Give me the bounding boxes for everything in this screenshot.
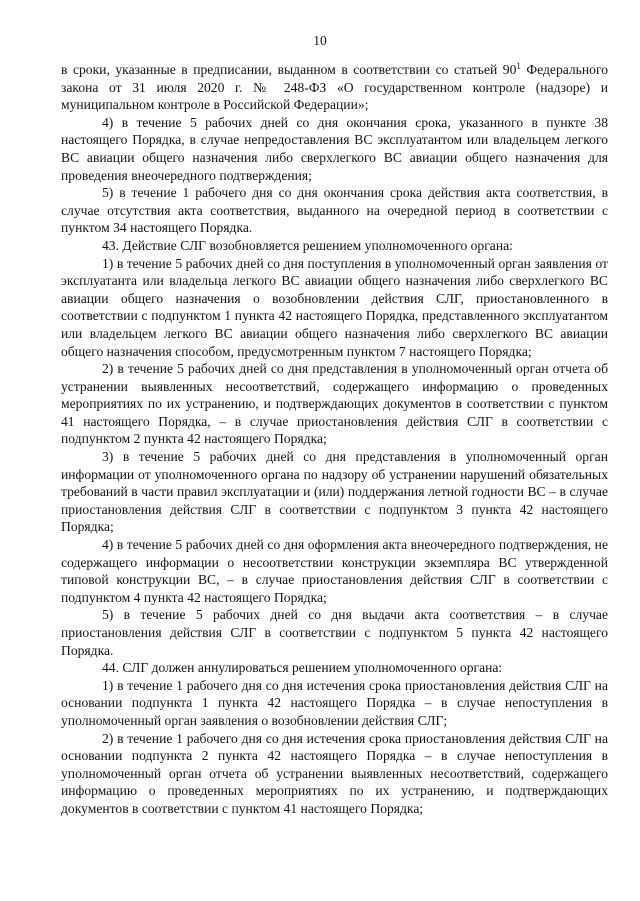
document-body: [61, 61, 608, 818]
paragraph-text: в сроки, указанные в предписании, выданном в соответствии со статьей 90: [61, 62, 517, 77]
paragraph-item-42-5: 5) в течение 1 рабочего дня со дня окончания срока действия акта соответствия, в случае отсутствия акта соответствия, выданного на очередной период в соответствии с пунктом 34 настоящего Порядка.: [61, 185, 608, 236]
superscript-index: 1: [516, 61, 521, 71]
paragraph-item-44-1: 1) в течение 1 рабочего дня со дня истечения срока приостановления действия СЛГ на основании подпункта 1 пункта 42 настоящего Порядка – в случае непоступления в уполномоченный орган заявления о возобновлении действия СЛГ;: [61, 677, 608, 728]
paragraph-item-43-3: 3) в течение 5 рабочих дней со дня представления в уполномоченный орган информации от уполномоченного органа по надзору об устранении нарушений обязательных требований в части правил эксплуатации и (или) поддержания летной годности ВС – в случае приостановления действия СЛГ в соответствии с подпунктом 3 пункта 42 настоящего Порядка;: [61, 449, 608, 535]
paragraph-item-43-5: 5) в течение 5 рабочих дней со дня выдачи акта соответствия – в случае приостановления действия СЛГ в соответствии с подпунктом 5 пункта 42 настоящего Порядка.: [61, 607, 608, 658]
paragraph-text: Федерального закона от 31 июля 2020 г. № 248-ФЗ «О государственном контроле (надзоре) и муниципальном контроле в Российской Федерации»;: [61, 62, 608, 113]
paragraph-item-43-4: 4) в течение 5 рабочих дней со дня оформления акта внеочередного подтверждения, не содержащего информации о несоответствии конструкции экземпляра ВС утвержденной типовой конструкции ВС, – в случае приостановления действия СЛГ в соответствии с подпунктом 4 пункта 42 настоящего Порядка;: [61, 537, 608, 605]
paragraph-clause-43: 43. Действие СЛГ возобновляется решением уполномоченного органа:: [102, 237, 513, 253]
paragraph-clause-44: 44. СЛГ должен аннулироваться решением уполномоченного органа:: [102, 660, 503, 676]
paragraph-item-43-1: 1) в течение 5 рабочих дней со дня поступления в уполномоченный орган заявления от эксплуатанта или владельца легкого ВС авиации общего назначения либо сверхлегкого ВС авиации общего назначения о возобновлении действия СЛГ, приостановленного в соответствии с подпунктом 1 пункта 42 настоящего Порядка, представленного эксплуатантом или владельцем легкого ВС авиации общего назначения либо сверхлегкого ВС авиации общего назначения способом, предусмотренным пунктом 7 настоящего Порядка;: [61, 255, 608, 359]
paragraph-continuation: [61, 61, 608, 114]
paragraph-item-43-2: 2) в течение 5 рабочих дней со дня представления в уполномоченный орган отчета об устранении выявленных несоответствий, содержащего информацию о проведенных мероприятиях по их устранению, и подтверждающих документов в соответствии с пунктом 41 настоящего Порядка, – в случае приостановления действия СЛГ в соответствии с подпунктом 2 пункта 42 настоящего Порядка;: [61, 361, 608, 447]
paragraph-item-42-4: 4) в течение 5 рабочих дней со дня окончания срока, указанного в пункте 38 настоящего Порядка, в случае непредоставления ВС эксплуатантом или владельцем легкого ВС авиации общего назначения либо сверхлегкого ВС авиации общего назначения для проведения внеочередного подтверждения;: [61, 114, 608, 183]
page-number: 10: [313, 33, 327, 48]
paragraph-item-44-2: 2) в течение 1 рабочего дня со дня истечения срока приостановления действия СЛГ на основании подпункта 2 пункта 42 настоящего Порядка – в случае непоступления в уполномоченный орган отчета об устранении выявленных несоответствий, содержащего информацию о проведенных мероприятиях по их устранению, и подтверждающих документов в соответствии с пунктом 41 настоящего Порядка;: [61, 730, 608, 816]
